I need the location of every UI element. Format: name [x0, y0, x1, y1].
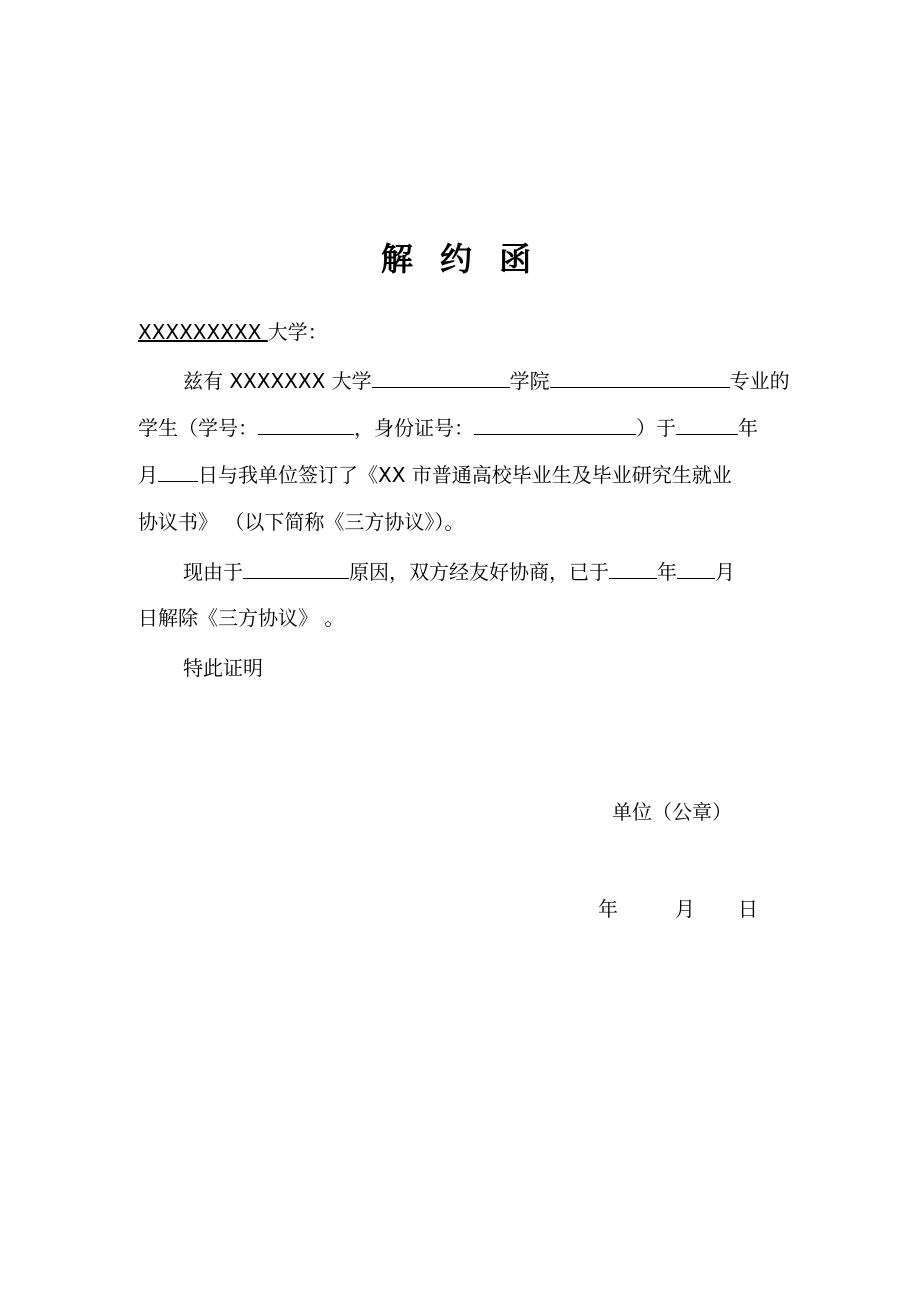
addressee-suffix: 大学： — [267, 320, 328, 344]
document-title: 解 约 函 — [380, 240, 540, 278]
p1-text-a: 兹有 XXXXXXX 大学 — [183, 369, 372, 393]
paragraph1-line3 — [138, 461, 732, 489]
sign-year-blank — [676, 415, 738, 435]
p2-text-d: 月 — [715, 560, 735, 584]
p2-text-b: 原因，双方经友好协商，已于 — [349, 560, 609, 584]
p1-text-g: 年 — [738, 416, 758, 440]
p2-text-a: 现由于 — [183, 560, 243, 584]
cancel-month-blank — [677, 559, 715, 579]
addressee-school: XXXXXXXXX — [138, 320, 268, 344]
paragraph1-line4 — [138, 508, 464, 536]
date-day-label: 日 — [738, 897, 758, 921]
p1-text-f: ）于 — [636, 416, 676, 440]
unit-seal-label: 单位（公章） — [612, 800, 732, 824]
paragraph2-line1 — [183, 558, 735, 586]
paragraph2-line2 — [138, 604, 344, 632]
reason-blank — [243, 559, 349, 579]
closing-statement: 特此证明 — [183, 656, 263, 680]
addressee-line — [138, 318, 328, 346]
p2-text-c: 年 — [657, 560, 677, 584]
p1-text-e: ，身份证号： — [354, 416, 474, 440]
id-card-blank — [474, 415, 636, 435]
p1-text-c: 专业的 — [729, 369, 790, 393]
sign-month-blank — [158, 462, 198, 482]
cancel-year-blank — [609, 559, 657, 579]
p1-text-j: 协议书》 （以下简称《三方协议》）。 — [138, 510, 465, 534]
p1-text-h: 月 — [138, 463, 158, 487]
paragraph1-line1 — [183, 367, 790, 395]
p1-text-i: 日与我单位签订了《XX 市普通高校毕业生及毕业研究生就业 — [198, 463, 732, 487]
student-id-blank — [258, 415, 354, 435]
date-month-label: 月 — [675, 897, 695, 921]
paragraph1-line2 — [138, 414, 758, 442]
major-blank — [550, 368, 730, 388]
p2-text-e: 日解除《三方协议》 。 — [138, 606, 345, 630]
date-year-label: 年 — [598, 897, 618, 921]
p1-text-d: 学生（学号： — [138, 416, 258, 440]
p1-text-b: 学院 — [509, 369, 550, 393]
college-blank — [372, 368, 510, 388]
